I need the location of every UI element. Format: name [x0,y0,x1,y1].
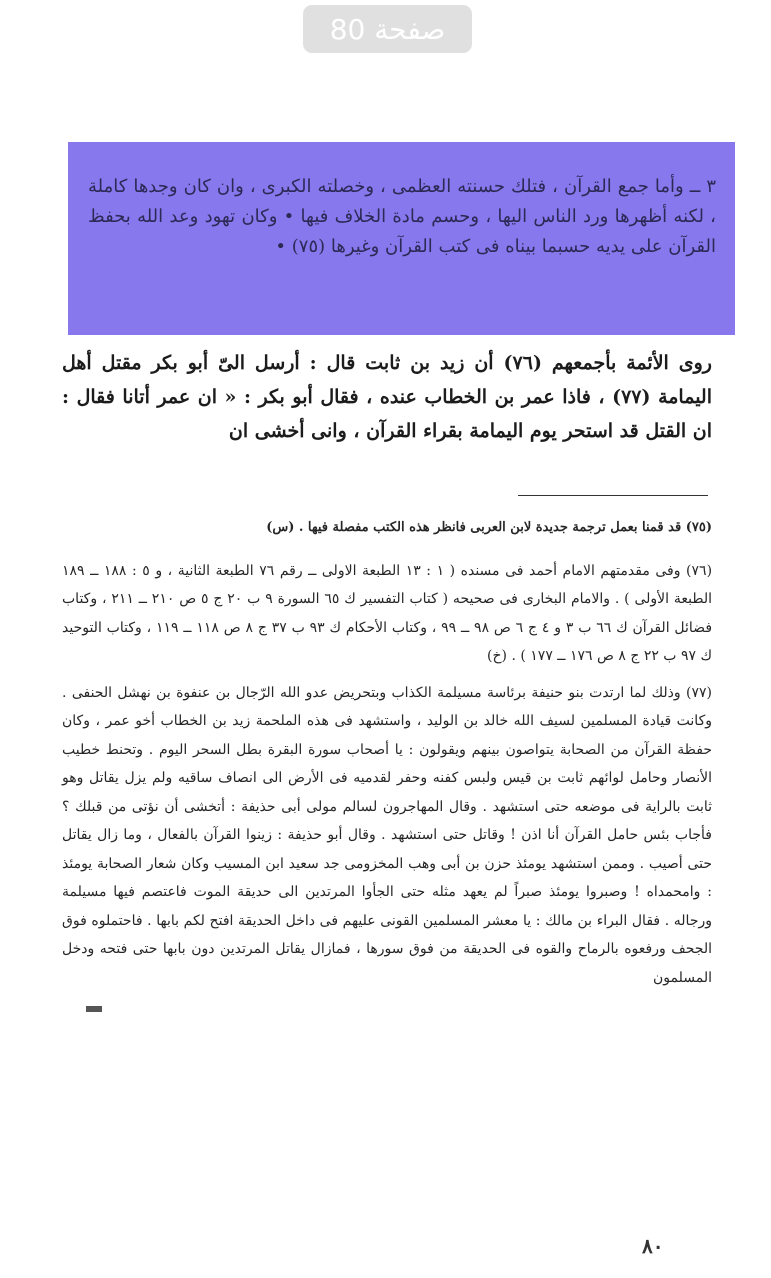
highlighted-paragraph-text: ٣ ــ وأما جمع القرآن ، فتلك حسنته العظمى ، وخصلته الكبرى ، وان كان وجدها كاملة ، لكنه أظهرها ورد الناس اليها ، وحسم مادة الخلاف فيها • وكان تهود وعد الله بحفظ القرآن على يديه حسبما بيناه فى كتب القرآن وغيرها (٧٥) • [88,176,716,257]
footnote-76: (٧٦) وفى مقدمتهم الامام أحمد فى مسنده ( ١ : ١٣ الطبعة الاولى ــ رقم ٧٦ الطبعة الثانية ، و ٥ : ١٨٨ ــ ١٨٩ الطبعة الأولى ) . والامام البخارى فى صحيحه ( كتاب التفسير ك ٦٥ السورة ٩ ب ٢٠ ج ٥ ص ٢١٠ ــ ٢١١ ، وكتاب فضائل القرآن ك ٦٦ ب ٣ و ٤ ج ٦ ص ٩٨ ــ ٩٩ ، وكتاب الأحكام ك ٩٣ ب ٣٧ ج ٨ ص ١١٨ ــ ١١٩ ، وكتاب التوحيد ك ٩٧ ب ٢٢ ج ٨ ص ١٧٦ ــ ١٧٧ ) . (خ) [62,562,713,664]
footnote-separator [518,495,708,496]
main-paragraph [62,346,712,448]
page-number: ٨٠ [642,1234,664,1258]
footnotes-section [62,514,712,1000]
main-paragraph-text: روى الأئمة بأجمعهم (٧٦) أن زيد بن ثابت قال : أرسل الىّ أبو بكر مقتل أهل اليمامة (٧٧) ، فاذا عمر بن الخطاب عنده ، فقال أبو بكر : « ان عمر أتانا فقال : ان القتل قد استحر يوم اليمامة بقراء القرآن ، وانى أخشى ان [62,352,713,442]
footnote-75: (٧٥) قد قمنا بعمل ترجمة جديدة لابن العربى فانظر هذه الكتب مفصلة فيها . (س) [266,520,712,535]
page-indicator-badge: صفحة 80 [303,5,472,53]
highlighted-paragraph [88,172,716,262]
print-mark [86,1006,102,1012]
footnote-77: (٧٧) وذلك لما ارتدت بنو حنيفة برئاسة مسيلمة الكذاب وبتحريض عدو الله الرّجال بن عنفوة بن نهشل الحنفى . وكانت قيادة المسلمين لسيف الله خالد بن الوليد ، واستشهد فى هذه الملحمة زيد بن الخطاب أخو عمر ، وكان حفظة القرآن من الصحابة يتواصون بينهم ويقولون : يا أصحاب سورة البقرة بطل السحر اليوم . وتحنط خطيب الأنصار وحامل لوائهم ثابت بن قيس ولبس كفنه وحفر لقدميه فى الأرض الى انصاف ساقيه ولم يزل يقاتل وهو ثابت بالراية فى موضعه حتى استشهد . وقال المهاجرون لسالم مولى أبى حذيفة : أتخشى أن نؤتى من قبلك ؟ فأجاب بئس حامل القرآن أنا اذن ! وقاتل حتى استشهد . وقال أبو حذيفة : زينوا القرآن بالفعال ، وما زال يقاتل حتى أصيب . وممن استشهد يومئذ حزن بن أبى وهب المخزومى جد سعيد ابن المسيب وكان شعار الصحابة يومئذ : وامحمداه ! وصبروا يومئذ صبراً لم يعهد مثله حتى الجأوا المرتدين الى حديقة الموت فاعتصم فيها مسيلمة ورجاله . فقال البراء بن مالك : يا معشر المسلمين القونى عليهم فى داخل الحديقة افتح لكم بابها . فاحتملوه فوق الجحف ورفعوه بالرماح والقوه فى الحديقة من فوق سورها ، فمازال يقاتل المرتدين دون بابها حتى فتحه ودخل المسلمون [62,684,713,986]
